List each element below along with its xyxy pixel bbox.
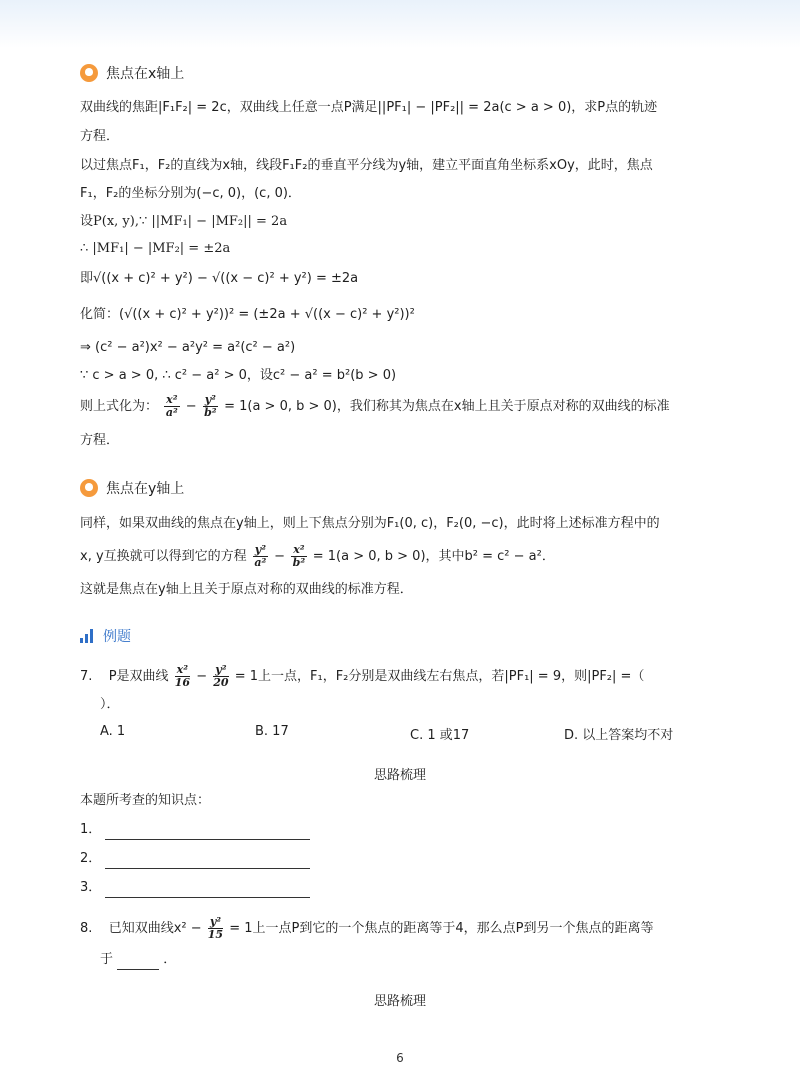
text-line: 方程．	[80, 129, 120, 144]
denominator: 15	[207, 928, 224, 941]
choice-d[interactable]: D. 以上答案均不对	[564, 728, 674, 743]
numerator: y²	[215, 663, 227, 676]
fraction	[253, 544, 268, 569]
fraction	[208, 916, 223, 941]
text-line: 这就是焦点在y轴上且关于原点对称的双曲线的标准方程．	[80, 582, 413, 597]
denominator: b²	[204, 406, 217, 419]
text-line: 方程．	[80, 433, 120, 448]
fraction	[203, 394, 218, 419]
text: 则上式化为：	[80, 399, 159, 414]
choice-a[interactable]: A. 1	[100, 724, 126, 739]
text: 于	[100, 952, 114, 967]
choice-c[interactable]: C. 1 或17	[410, 728, 470, 743]
bar-chart-icon	[80, 629, 93, 643]
text-line: ∵ c > a > 0, ∴ c² − a² > 0，设c² − a² = b²(b > 0)	[80, 368, 397, 383]
bulb-icon	[80, 479, 98, 497]
numerator: x²	[293, 543, 305, 556]
blank-line-1	[80, 820, 310, 840]
section-heading-y-axis	[80, 478, 184, 498]
answer-blank[interactable]	[105, 854, 310, 869]
minus: −	[196, 669, 208, 684]
section-heading-examples	[80, 626, 131, 646]
numerator: y²	[254, 543, 267, 556]
fraction	[213, 664, 228, 689]
blank-line-3	[80, 878, 310, 898]
choice-b[interactable]: B. 17	[255, 724, 289, 739]
denominator: a²	[254, 556, 267, 569]
text: = 1(a > 0, b > 0)，我们称其为焦点在x轴上且关于原点对称的双曲线的标准	[224, 399, 670, 414]
bulb-icon	[80, 64, 98, 82]
text-line: F₁，F₂的坐标分别为(−c, 0)，(c, 0)．	[80, 186, 301, 201]
text: ．	[163, 952, 177, 967]
denominator: a²	[165, 406, 178, 419]
text: = 1上一点，F₁，F₂分别是双曲线左右焦点，若|PF₁| = 9，则|PF₂| =（	[234, 669, 645, 684]
section-title: 例题	[103, 629, 131, 645]
text: = 1上一点P到它的一个焦点的距离等于4，那么点P到另一个焦点的距离等	[229, 921, 654, 936]
text-line: 设P(x, y),∵ ||MF₁| − |MF₂|| = 2a	[80, 214, 288, 229]
question-8-line-2	[100, 950, 176, 970]
header-band	[0, 0, 800, 48]
text: x, y互换就可以得到它的方程	[80, 549, 247, 564]
numerator: y²	[204, 393, 216, 406]
blank-line-2	[80, 849, 310, 869]
equation-line	[80, 544, 555, 569]
answer-blank[interactable]	[105, 825, 310, 840]
denominator: 20	[213, 676, 229, 689]
thinking-title: 思路梳理	[373, 768, 426, 783]
text-line: 化简：(√((x + c)² + y²))² = (±2a + √((x − c)² + y²))²	[80, 307, 415, 322]
fraction	[175, 664, 190, 689]
thinking-title: 思路梳理	[373, 994, 426, 1009]
item-number: 1．	[80, 822, 102, 837]
numerator: y²	[209, 915, 222, 928]
section-heading-x-axis	[80, 63, 184, 83]
section-title: 焦点在x轴上	[106, 66, 185, 82]
section-title: 焦点在y轴上	[106, 481, 185, 497]
denominator: 16	[174, 676, 191, 689]
answer-blank[interactable]	[105, 883, 310, 898]
numerator: x²	[176, 663, 189, 676]
text-line: 以过焦点F₁，F₂的直线为x轴，线段F₁F₂的垂直平分线为y轴，建立平面直角坐标系xOy，此时，焦点	[80, 158, 653, 173]
fraction	[291, 544, 306, 569]
item-number: 2．	[80, 851, 102, 866]
item-number: 3．	[80, 880, 102, 895]
text-line: 即√((x + c)² + y²) − √((x − c)² + y²) = ±2a	[80, 271, 359, 286]
text-line: ⇒ (c² − a²)x² − a²y² = a²(c² − a²)	[80, 340, 296, 355]
numerator: x²	[166, 393, 178, 406]
text: P是双曲线	[108, 669, 169, 684]
page-number: 6	[396, 1051, 404, 1065]
question-number: 8.	[80, 921, 93, 936]
text-line: ∴ |MF₁| − |MF₂| = ±2a	[80, 241, 231, 256]
question-7	[80, 664, 644, 689]
text: = 1(a > 0, b > 0)，其中b² = c² − a²．	[312, 549, 555, 564]
text-line: 同样，如果双曲线的焦点在y轴上，则上下焦点分别为F₁(0, c)，F₂(0, −c)，此时将上述标准方程中的	[80, 516, 660, 531]
knowledge-points-label: 本题所考查的知识点：	[80, 793, 211, 808]
text: 已知双曲线x² −	[108, 921, 202, 936]
answer-blank[interactable]	[117, 957, 159, 970]
question-number: 7.	[80, 669, 93, 684]
minus: −	[274, 549, 286, 564]
fraction	[164, 394, 179, 419]
question-8	[80, 916, 653, 941]
equation-line	[80, 394, 670, 419]
text-line: 双曲线的焦距|F₁F₂| = 2c，双曲线上任意一点P满足||PF₁| − |PF₂|| = 2a(c > a > 0)，求P点的轨迹	[80, 100, 658, 115]
minus: −	[185, 399, 197, 414]
text-line: ）．	[100, 697, 120, 712]
denominator: b²	[292, 556, 306, 569]
